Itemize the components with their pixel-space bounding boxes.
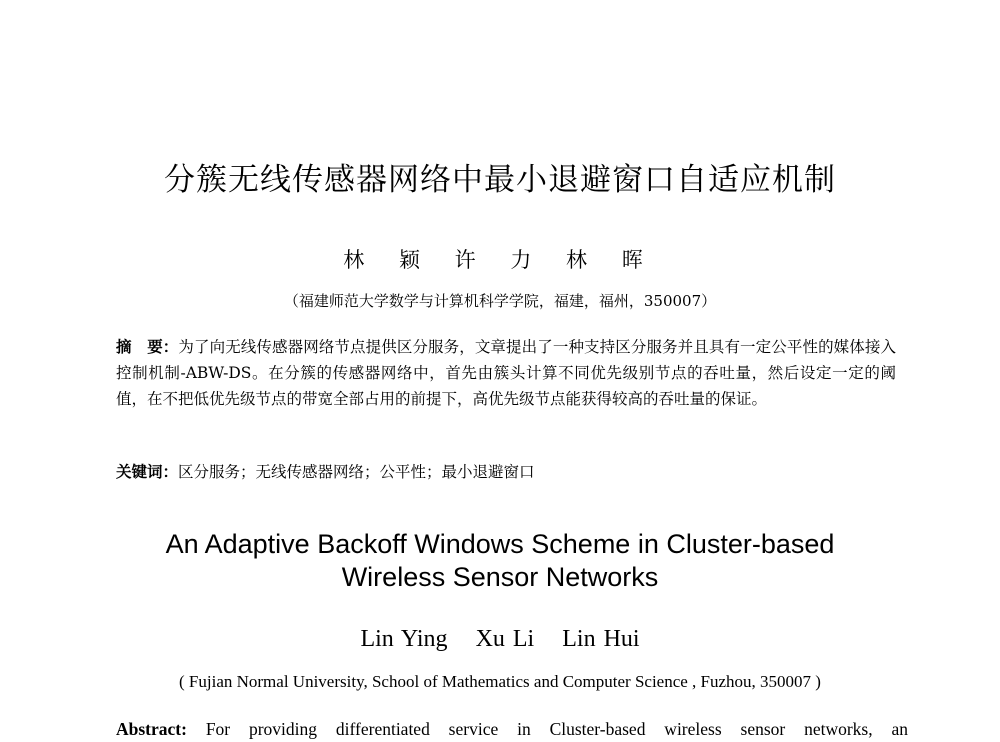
chinese-abstract-label: 摘 要： [116, 338, 179, 356]
english-abstract-label: Abstract: [116, 719, 187, 739]
chinese-keywords-text: 区分服务；无线传感器网络；公平性；最小退避窗口 [178, 463, 535, 481]
english-abstract [116, 716, 908, 742]
chinese-title: 分簇无线传感器网络中最小退避窗口自适应机制 [164, 162, 836, 198]
english-authors [0, 624, 1000, 654]
chinese-keywords-label: 关键词： [116, 463, 179, 481]
chinese-abstract [116, 334, 896, 412]
english-author-2: Xu Li [475, 626, 535, 652]
chinese-author-2: 许 力 [454, 248, 546, 272]
english-title-line-1: An Adaptive Backoff Windows Scheme in Cluster-based [165, 529, 835, 559]
english-title [0, 528, 1000, 594]
chinese-affiliation: （福建师范大学数学与计算机科学学院，福建，福州，350007） [283, 292, 717, 310]
english-author-3: Lin Hui [562, 626, 640, 652]
chinese-abstract-text: 为了向无线传感器网络节点提供区分服务，文章提出了一种支持区分服务并且具有一定公平性的媒体接入控制机制-ABW-DS。在分簇的传感器网络中，首先由簇头计算不同优先级别节点的吞吐量，然后设定一定的阈值，在不把低优先级节点的带宽全部占用的前提下，高优先级节点能获得较高的吞吐量的保证。 [116, 338, 896, 408]
english-affiliation: ( Fujian Normal University, School of Mathematics and Computer Science , Fuzhou, 350007 ) [179, 672, 821, 691]
english-title-line-2: Wireless Sensor Networks [341, 562, 659, 592]
english-author-1: Lin Ying [360, 626, 448, 652]
chinese-authors [0, 246, 1000, 274]
chinese-keywords [116, 460, 896, 484]
english-abstract-text: For providing differentiated service in Cluster-based wireless sensor networks, an [205, 719, 908, 739]
chinese-author-3: 林 晖 [566, 248, 657, 272]
chinese-author-1: 林 颖 [343, 248, 434, 272]
